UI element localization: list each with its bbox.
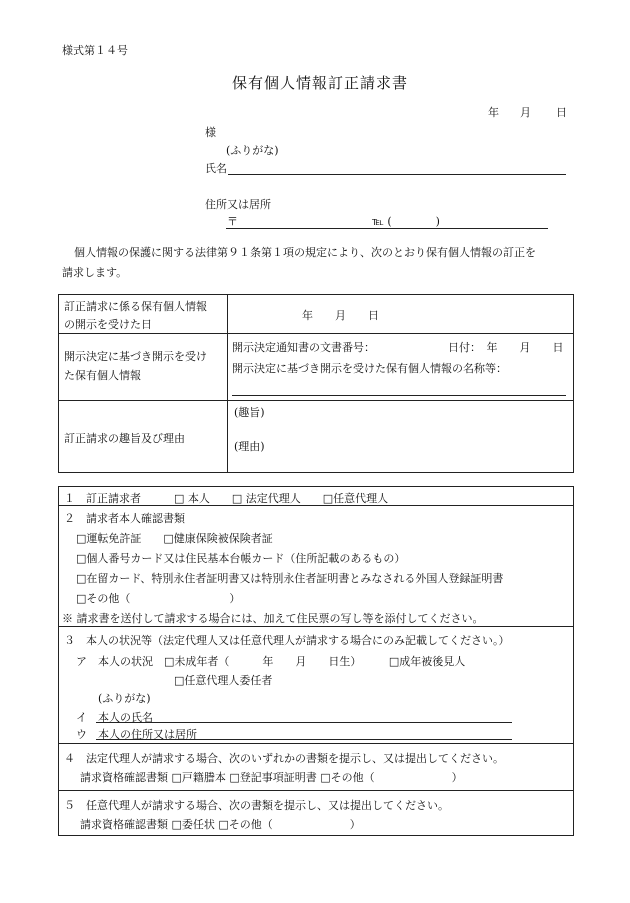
row1-label-2: の開示を受けた日 (64, 318, 152, 331)
section4-heading: ４ 法定代理人が請求する場合、次のいずれかの書類を提示し、又は提出してください。 (64, 752, 504, 765)
row2-label-2: た保有個人情報 (64, 369, 141, 382)
id-doc-option-3[interactable]: □在留カード、特別永住者証明書又は特別永住者証明書とみなされる外国人登録証明書 (76, 572, 504, 585)
id-doc-option-2[interactable]: □個人番号カード又は住民基本台帳カード（住所記載のあるもの） (76, 552, 406, 565)
address-field[interactable] (226, 228, 548, 229)
row3-label: 訂正請求の趣旨及び理由 (64, 432, 185, 445)
info-name-field[interactable]: 開示決定に基づき開示を受けた保有個人情報の名称等： (232, 362, 507, 375)
date-day: 日 (556, 106, 567, 119)
row1-label-1: 訂正請求に係る保有個人情報 (64, 300, 207, 313)
section2-note: ※ 請求書を送付して請求する場合には、加えて住民票の写し等を添付してください。 (62, 612, 484, 625)
notice-date-field[interactable]: 日付： 年 月 日 (448, 341, 564, 354)
principal-name-field[interactable] (96, 722, 512, 723)
id-doc-option-4[interactable]: □その他（ ） (76, 592, 241, 605)
section5-docs[interactable]: 請求資格確認書類 □委任状 □その他（ ） (80, 818, 361, 831)
name-field[interactable] (228, 174, 566, 175)
intro-line-2: 請求します。 (62, 266, 128, 279)
principal-furigana-label: (ふりがな) (98, 692, 151, 705)
tel-label: ℡ ( ) (372, 215, 440, 228)
date-month: 月 (520, 106, 531, 119)
info-name-line (232, 395, 566, 396)
purpose-field[interactable]: (趣旨) (234, 406, 265, 419)
date-year: 年 (488, 106, 499, 119)
id-doc-option-1[interactable]: □運転免許証 □健康保険被保険者証 (76, 532, 273, 545)
principal-address-label: ウ 本人の住所又は居所 (76, 728, 197, 741)
principal-name-label: イ 本人の氏名 (76, 711, 153, 724)
furigana-label: (ふりがな) (226, 144, 279, 157)
section2-heading: ２ 請求者本人確認書類 (64, 512, 185, 525)
section5-heading: ５ 任意代理人が請求する場合、次の書類を提示し、又は提出してください。 (64, 799, 449, 812)
intro-line-1: 個人情報の保護に関する法律第９１条第１項の規定により、次のとおり保有個人情報の訂正を (74, 246, 536, 259)
section3-heading: ３ 本人の状況等（法定代理人又は任意代理人が請求する場合にのみ記載してください。） (64, 634, 510, 647)
principal-status-line[interactable]: ア 本人の状況 □未成年者（ 年 月 日生） □成年被後見人 (76, 655, 466, 668)
page-title: 保有個人情報訂正請求書 (232, 74, 409, 92)
reason-field[interactable]: (理由) (234, 440, 265, 453)
form-number: 様式第１４号 (62, 44, 128, 57)
postal-mark: 〒 (227, 215, 238, 228)
table-divider (227, 294, 228, 473)
principal-status-line-2[interactable]: □任意代理人委任者 (174, 674, 273, 687)
doc-number-field[interactable]: 開示決定通知書の文書番号： (232, 341, 375, 354)
principal-address-field[interactable] (96, 739, 512, 740)
row2-label-1: 開示決定に基づき開示を受け (64, 350, 207, 363)
section1-requester-type[interactable]: １ 訂正請求者 □ 本人 □ 法定代理人 □任意代理人 (64, 492, 389, 505)
addressee-suffix: 様 (205, 126, 216, 139)
section4-docs[interactable]: 請求資格確認書類 □戸籍謄本 □登記事項証明書 □その他（ ） (80, 771, 463, 784)
disclosure-date-field[interactable]: 年 月 日 (302, 309, 379, 322)
name-label: 氏名 (205, 162, 227, 175)
address-label: 住所又は居所 (205, 198, 271, 211)
